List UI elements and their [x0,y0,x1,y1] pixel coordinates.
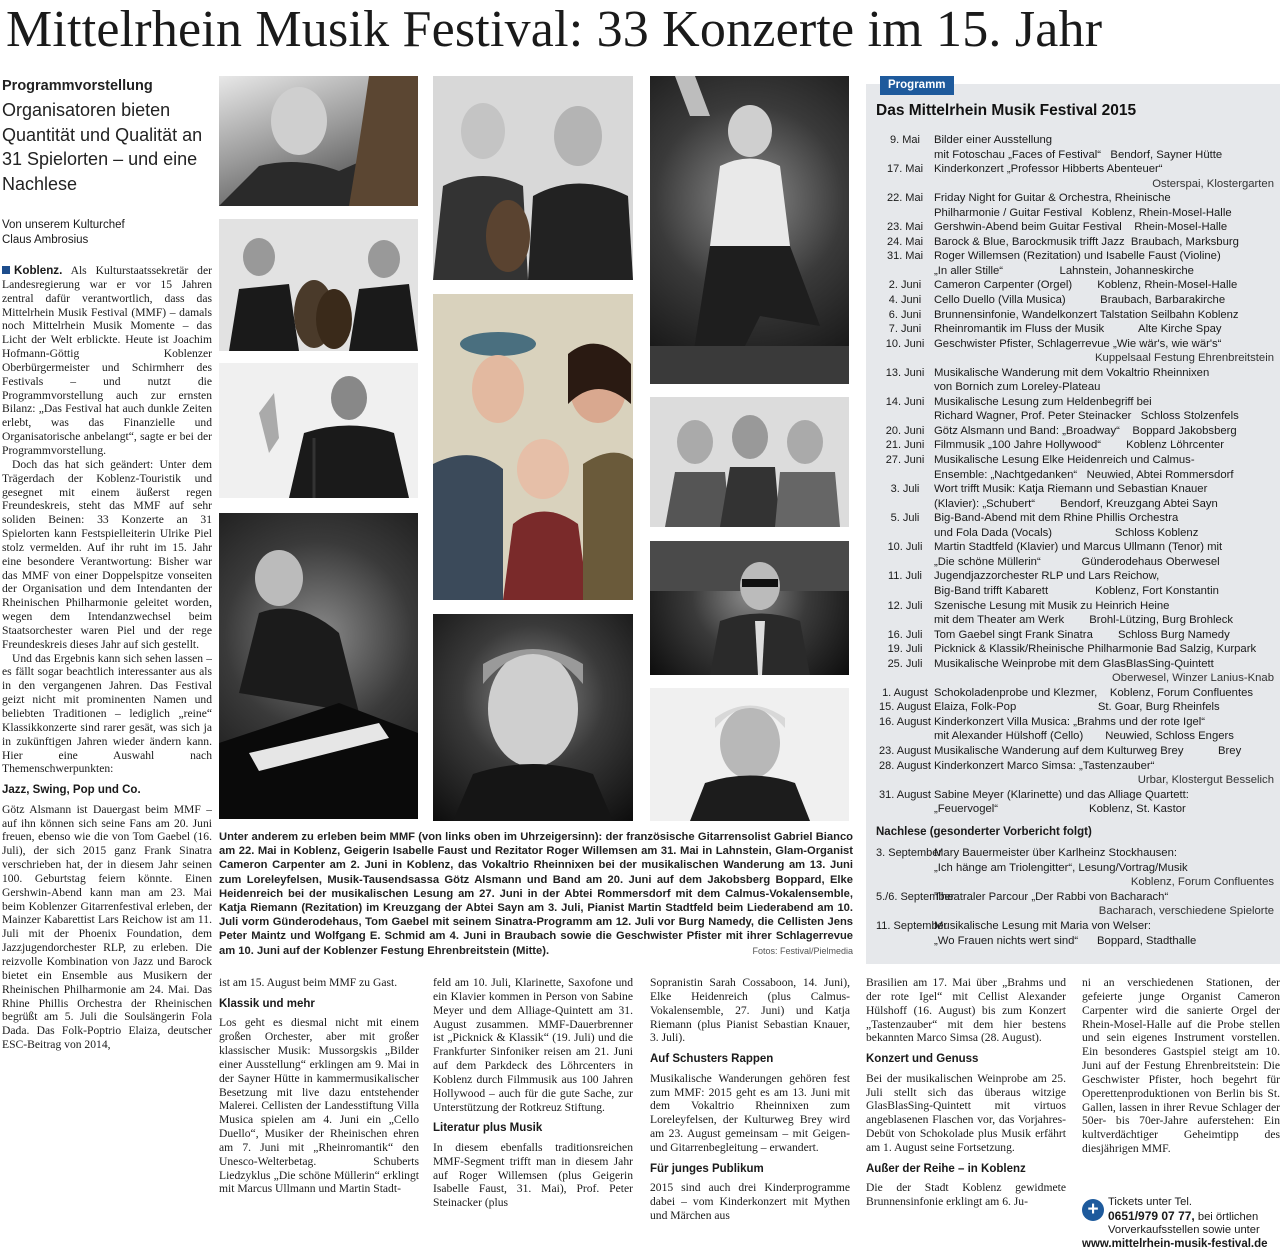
ticket-label: Tickets unter Tel. [1108,1196,1192,1208]
event-date: 3. Juli [890,483,920,496]
program-event [876,235,1274,250]
paragraph: Musikalische Wanderungen gehören fest zum MMF: 2015 geht es am 13. Juni mit dem Vokaltrio Rheinnixen zum Loreleyfelsen, der Kulturweg Brey wird am 23. August gemeinsam – mit Geigen- und Gitarrenbegleitung – erwandert. [650,1071,850,1154]
event-line: Koblenz, Forum Confluentes [1130,876,1274,889]
event-line: Roger Willemsen (Rezitation) und Isabelle Faust (Violine) [934,250,1221,263]
event-date: 21. Juni [885,439,925,452]
event-line: Richard Wagner, Prof. Peter Steinacker Schloss Stolzenfels [934,410,1239,423]
program-event [876,424,1274,439]
article-column-3 [433,976,633,1254]
paragraph: 2015 sind auch drei Kinderprogramme dabei – vom Kinderkonzert mit Mythen und Märchen aus [650,1181,850,1222]
event-line: Mary Bauermeister über Karlheinz Stockhausen: [934,847,1177,860]
program-event [876,133,1274,162]
program-event [876,366,1274,395]
event-line: Kinderkonzert „Professor Hibberts Abenteuer“ [934,163,1163,176]
event-details [934,569,1274,598]
event-details [934,846,1274,890]
event-line: „Feuervogel“ Koblenz, St. Kastor [934,803,1186,816]
event-line: Big-Band trifft Kabarett Koblenz, Fort Konstantin [934,584,1219,597]
event-line: Martin Stadtfeld (Klavier) und Marcus Ullmann (Tenor) mit [934,541,1223,554]
guitarist-photo [219,76,418,206]
program-event [876,191,1274,220]
section-heading: Literatur plus Musik [433,1122,543,1135]
paragraph: Götz Alsmann ist Dauergast beim MMF – auf ihn können sich seine Fans am 20. Juni freuen, ebenso wie die von Tom Gaebel (16. Juli), der sich 2015 ganz Frank Sinatra verschrieben hat, der in diesem Jahr seinen 100. Geburtstag feiern könnte. Einen Gershwin-Abend kann man am 23. Mai beim Koblenzer Gitarrenfestival erleben, der Mainzer Kabarettist Lars Reichow ist am 11. Juli mit der Phoenix Foundation, dem Jazzjugendorchester RLP, zu erleben. Die reizvolle Kombination von Jazz und Barock bietet ein Ensemble aus Musikern der Rheinischen Philharmonie am 24. Mai. Das Rhine Phillis Orchestra der Rheinischen begrüßt am 5. Juli die Soulsängerin Fola Dada. Das Folk-Poptrio Elaiza, deutscher ESC-Beitrag von 2014, [2,802,212,1052]
actress-photo [433,614,633,821]
event-details [934,759,1274,788]
singer-microphone-photo [219,363,418,498]
event-line: mit Fotoschau „Faces of Festival“ Bendorf, Sayner Hütte [934,148,1223,161]
event-date: 16. August [879,715,931,728]
event-details [934,278,1274,293]
event-details [934,628,1274,643]
program-event [876,715,1274,744]
event-details [934,322,1274,337]
event-line: „Wo Frauen nichts wert sind“ Boppard, Stadthalle [934,934,1197,947]
section-heading: Auf Schusters Rappen [650,1053,774,1066]
paragraph: Sopranistin Sarah Cossaboon, 14. Juni), Elke Heidenreich (plus Calmus-Vokalensemble, 27. Juni) und Katja Riemann (plus Pianist Sebastian Knauer, 3. Juli). [650,976,850,1045]
kicker: Programmvorstellung [2,78,153,94]
program-event [876,293,1274,308]
event-details [934,162,1274,191]
event-details [934,337,1274,366]
event-date: 25. Juli [887,657,923,670]
event-details [934,438,1274,453]
event-line: mit dem Theater am Werk Brohl-Lützing, Burg Brohleck [934,614,1234,627]
event-date: 9. Mai [890,134,920,146]
event-line: Sabine Meyer (Klarinette) und das Alliage Quartett: [934,788,1189,801]
program-event [876,788,1274,817]
photo-credit: Fotos: Festival/Pielmedia [752,945,853,956]
event-line: und Fola Dada (Vocals) Schloss Koblenz [934,526,1199,539]
event-details [934,511,1274,540]
event-line: mit Alexander Hülshoff (Cello) Neuwied, Schloss Engers [934,730,1234,743]
program-tag: Programm [880,76,954,95]
paragraph: In diesem ebenfalls traditionsreichen MMF-Segment trifft man in diesem Jahr auf Roger Willemsen (plus Geigerin Isabelle Faust, 31. Mai), Prof. Peter Steinacker (plus [433,1140,633,1210]
program-event [876,890,1274,919]
event-date: 28. August [879,759,931,772]
event-details [934,191,1274,220]
program-event [876,482,1274,511]
event-date: 15. August [879,701,931,714]
event-line: „Die schöne Müllerin“ Günderodehaus Oberwesel [934,555,1220,568]
event-line: Brunnensinfonie, Wandelkonzert Talstation Seilbahn Koblenz [934,308,1239,321]
event-line: Oberwesel, Winzer Lanius-Knab [1112,672,1274,685]
article-column-1 [2,264,212,1254]
event-details [934,700,1274,715]
paragraph: Brasilien am 17. Mai über „Brahms und der rote Igel“ mit Cellist Alexander Hülshoff (16. August) bis zum Konzert „Tastenzauber“ mit dem hier bestens bekannten Marco Simsa (28. August). [866,976,1066,1045]
event-line: Kinderkonzert Villa Musica: „Brahms und der rote Igel“ [934,715,1206,728]
event-line: Musikalische Weinprobe mit dem GlasBlasSing-Quintett [934,657,1214,670]
section-heading: Jazz, Swing, Pop und Co. [2,784,141,797]
section-heading: Konzert und Genuss [866,1053,979,1066]
section-heading: Für junges Publikum [650,1162,764,1175]
event-date: 31. August [879,788,931,801]
program-event [876,453,1274,482]
nachlese-heading: Nachlese (gesonderter Vorbericht folgt) [876,825,1092,838]
program-event [876,395,1274,424]
event-line: Friday Night for Guitar & Orchestra, Rheinische [934,192,1171,205]
program-event [876,642,1274,657]
event-date: 10. Juli [887,541,923,554]
event-date: 24. Mai [886,235,924,248]
program-event [876,700,1274,715]
event-line: Geschwister Pfister, Schlagerrevue „Wie wär's, wie wär's“ [934,337,1222,350]
event-details [934,657,1274,686]
event-date: 5./6. September [876,890,955,903]
event-details [934,540,1274,569]
event-details [934,424,1274,439]
event-date: 16. Juli [887,628,923,641]
paragraph: feld am 10. Juli, Klarinette, Saxofone und ein Klavier kommen in Person von Sabine Meyer und dem Alliage-Quintett am 31. August zusammen. MMF-Dauerbrenner ist „Picknick & Klassik“ (19. Juli) und die Frankfurter Sinfoniker reisen am 21. Juni auf dem Parkdeck des Löhrcenters in Koblenz durch Filmmusik aus 100 Jahren Hollywood – auch für die gute Sache, zur Unterstützung der Rotkreuz Stiftung. [433,976,633,1114]
caption-text: Unter anderem zu erleben beim MMF (von links oben im Uhrzeigersinn): der französische Gitarrensolist Gabriel Bianco am 22. Mai in Koblenz, Geigerin Isabelle Faust und Rezitator Roger Willemsen am 31. Mai in Lahnstein, Glam-Organist Cameron Carpenter am 2. Juni in Koblenz, das Vokaltrio Rheinnixen bei der musikalischen Wanderung am 13. Juni zum Loreleyfelsen, Musik-Tausendsassa Götz Alsmann und Band am 20. Juni auf dem Jakobsberg Boppard, Elke Heidenreich bei der musikalischen Lesung am 27. Juni in der Abtei Rommersdorf mit dem Calmus-Vokalensemble, Katja Riemann (Rezitation) im Kreuzgang der Abtei Sayn am 3. Juli, Pianist Martin Stadtfeld beim Liederabend am 10. Juli vorm Günderodehaus, Tom Gaebel mit seinem Sinatra-Programm am 12. Juli vor Burg Namedy, die Cellisten Jens Peter Maintz und Wolfgang E. Schmid am 4. Juni in Braubach sowie die Geschwister Pfister mit ihrer Schlagerrevue am 10. Juni auf der Koblenzer Festung Ehrenbreitstein (Mitte). [219,831,853,957]
event-line: Cameron Carpenter (Orgel) Koblenz, Rhein-Mosel-Halle [934,279,1238,292]
event-line: Rheinromantik im Fluss der Musik Alte Kirche Spay [934,323,1222,336]
event-date: 4. Juni [888,294,922,307]
event-date: 17. Mai [886,163,924,176]
square-bullet-icon [2,266,10,274]
event-details [934,133,1274,162]
byline-line1: Von unserem Kulturchef [2,219,125,231]
event-date: 23. Mai [886,221,924,234]
event-details [934,686,1274,701]
event-line: Philharmonie / Guitar Festival Koblenz, Rhein-Mosel-Halle [934,206,1232,219]
ticket-info [1082,1196,1280,1251]
event-line: (Klavier): „Schubert“ Bendorf, Kreuzgang Abtei Sayn [934,497,1218,510]
organist-photo [650,76,849,384]
program-title: Das Mittelrhein Musik Festival 2015 [876,102,1137,119]
program-event [876,322,1274,337]
event-line: Elaiza, Folk-Pop St. Goar, Burg Rheinfels [934,701,1220,714]
event-details [934,220,1274,235]
program-event [876,846,1274,890]
byline [2,218,212,247]
event-line: Ensemble: „Nachtgedanken“ Neuwied, Abtei Rommersdorf [934,468,1234,481]
tom-gaebel-photo [650,541,849,675]
event-line: Musikalische Lesung zum Heldenbegriff bei [934,395,1152,408]
program-event [876,919,1274,948]
photo-caption [219,830,853,958]
event-line: Bacharach, verschiedene Spielorte [1098,905,1274,918]
pianist-photo [219,513,418,819]
program-list [876,133,1274,948]
event-date: 20. Juni [885,424,925,437]
event-details [934,715,1274,744]
event-details [934,788,1274,817]
program-event [876,569,1274,598]
event-date: 11. September [876,919,948,932]
event-details [934,453,1274,482]
event-line: Cello Duello (Villa Musica) Braubach, Barbarakirche [934,294,1226,307]
paragraph: Bei der musikalischen Weinprobe am 25. Juli stellt sich das überaus witzige GlasBlasSing-Quintett mit virtuos angeblasenen Flaschen vor, das Vorjahres-Debüt von Schokolade plus Musik erfährt am 1. August seine Fortsetzung. [866,1071,1066,1154]
event-details [934,482,1274,511]
section-heading: Klassik und mehr [219,997,315,1010]
event-date: 5. Juli [890,512,920,525]
event-details [934,890,1274,919]
program-event [876,511,1274,540]
event-line: Szenische Lesung mit Musik zu Heinrich Heine [934,599,1170,612]
plus-icon: + [1082,1199,1104,1221]
ticket-text: bei örtlichen Vorverkaufsstellen sowie unter [1108,1210,1260,1236]
event-line: Osterspai, Klostergarten [1152,177,1274,190]
program-event [876,438,1274,453]
event-line: Kinderkonzert Marco Simsa: „Tastenzauber“ [934,759,1155,772]
program-event [876,759,1274,788]
event-line: Wort trifft Musik: Katja Riemann und Sebastian Knauer [934,483,1208,496]
program-event [876,628,1274,643]
author-photo [650,688,849,821]
event-date: 7. Juni [888,323,922,336]
event-date: 23. August [879,744,931,757]
event-line: Schokoladenprobe und Klezmer, Koblenz, Forum Confluentes [934,686,1254,699]
event-details [934,395,1274,424]
article-column-5 [866,976,1066,1254]
event-line: Urbar, Klostergut Besselich [1137,774,1274,787]
article-column-4 [650,976,850,1254]
event-line: „In aller Stille“ Lahnstein, Johanneskirche [934,264,1194,277]
program-event [876,657,1274,686]
dateline: Koblenz. [14,264,63,277]
event-details [934,249,1274,278]
event-line: Tom Gaebel singt Frank Sinatra Schloss Burg Namedy [934,628,1230,641]
violin-duo-photo [433,76,633,280]
event-line: Bilder einer Ausstellung [934,134,1053,146]
paragraph: Doch das hat sich geändert: Unter dem Trägerdach der Koblenz-Touristik und gesegnet mit einem äußerst regen Freundeskreis, steht das MMF auf sehr soliden Beinen: 33 Konzerte an 31 Spielorten kann Festspielleiterin Ulrike Piel stolz vermelden. Auf ihr ruht im 15. Jahr eine besondere Verantwortung: Bisher war das MMF von einer Doppelspitze vonseiten der Organisation und dem Intendanten der Rheinischen Philharmonie geleitet worden, wegen dem Intendanzwechsel beim Staatsorchester waren Piel und der rege Freundeskreis dieses Jahr auf sich gestellt. [2,457,212,651]
paragraph: Die der Stadt Koblenz gewidmete Brunnensinfonie erklingt am 6. Ju- [866,1181,1066,1209]
vocal-trio-photo [650,397,849,527]
paragraph: Koblenz. Als Kulturstaatssekretär der Landesregierung war er vor 15 Jahren zentral dafür verantwortlich, dass das Mittelrhein Musik Festival (MMF) – damals noch Mittelrhein Musik Momente – das Licht der Welt erblickte. Heute ist Joachim Hofmann-Göttig Koblenzer Oberbürgermeister und Schirmherr des Festivals – und nutzt die Programmvorstellung auch zur ernsten Bilanz: „Das Festival hat auch dunkle Zeiten erlebt, was das Finanzielle und Organisatorische anbelangt“, sagte er bei der Programmvorstellung. [2,264,212,457]
event-line: Musikalische Wanderung auf dem Kulturweg Brey Brey [934,744,1242,757]
event-details [934,366,1274,395]
festival-url[interactable]: www.mittelrhein-musik-festival.de [1082,1237,1268,1250]
program-event [876,162,1274,191]
paragraph: ni an verschiedenen Stationen, der gefeierte junge Organist Cameron Carpenter wird die sanierte Orgel der Rhein-Mosel-Halle auf die Probe stellen und sein eigenes Instrument vorstellen. Ein besonderes Gastspiel steigt am 10. Juni auf der Festung Ehrenbreitstein: Die Geschwister Pfister, hoch begehrt für Operettenproduktionen von Berlin bis St. Gallen, lassen in ihrer Revue Schlager der 50er- bis 70er-Jahre auferstehen: Ein kultverdächtiger Geheimtipp des diesjährigen MMF. [1082,976,1280,1156]
program-event [876,686,1274,701]
program-event [876,744,1274,759]
headline: Mittelrhein Musik Festival: 33 Konzerte im 15. Jahr [6,1,1103,58]
cellists-photo [219,219,418,351]
event-date: 6. Juni [888,308,922,321]
paragraph: Los geht es diesmal nicht mit einem großen Orchester, aber mit großer klassischer Musik: Mussorgskis „Bilder einer Ausstellung“ erklingen am 9. Mai in der Sayner Hütte in kammermusikalischer Besetzung mit live dazu entstehender Malerei. Cellisten der Landesstiftung Villa Musica spielen am 4. Juni ein „Cello Duello“, Musiker der Rheinischen ehren am 7. Juni mit „Rheinromantik“ den Unesco-Welterbetag. Schuberts Liedzyklus „Die schöne Müllerin“ erklingt mit Marcus Ullmann und Martin Stadt- [219,1016,419,1196]
event-details [934,308,1274,323]
event-line: Jugendjazzorchester RLP und Lars Reichow, [934,570,1160,583]
event-date: 22. Mai [886,192,924,205]
subheadline: Organisatoren bieten Quantität und Qualität an 31 Spielorten – und eine Nachlese [2,100,203,194]
event-date: 11. Juli [887,570,923,583]
article-column-2 [219,976,419,1254]
event-details [934,919,1274,948]
event-details [934,293,1274,308]
event-date: 19. Juli [887,643,923,656]
event-line: „Ich hänge am Triolengitter“, Lesung/Vortrag/Musik [934,861,1188,874]
program-box [866,79,1280,964]
event-date: 27. Juni [885,454,925,467]
event-line: Kuppelsaal Festung Ehrenbreitstein [1095,352,1274,365]
event-line: Götz Alsmann und Band: „Broadway“ Boppard Jakobsberg [934,424,1237,437]
program-event [876,278,1274,293]
event-date: 31. Mai [886,250,924,263]
event-date: 13. Juni [885,366,925,379]
event-date: 12. Juli [887,599,923,612]
program-event [876,308,1274,323]
program-event [876,337,1274,366]
paragraph: ist am 15. August beim MMF zu Gast. [219,976,398,989]
program-event [876,599,1274,628]
event-line: von Bornich zum Loreley-Plateau [934,381,1101,394]
program-event [876,540,1274,569]
ticket-phone: 0651/979 07 77, [1108,1208,1195,1223]
event-details [934,235,1274,250]
event-details [934,744,1274,759]
program-event [876,249,1274,278]
event-details [934,599,1274,628]
event-date: 3. September [876,847,943,860]
article-column-6 [1082,976,1280,1192]
event-line: Musikalische Lesung Elke Heidenreich und Calmus- [934,454,1195,467]
program-event [876,220,1274,235]
byline-author: Claus Ambrosius [2,233,89,246]
event-line: Picknick & Klassik/Rheinische Philharmonie Bad Salzig, Kurpark [934,643,1257,656]
event-date: 1. August [882,686,928,699]
event-line: Theatraler Parcour „Der Rabbi von Bacharach“ [934,890,1169,903]
event-line: Filmmusik „100 Jahre Hollywood“ Koblenz Löhrcenter [934,439,1225,452]
trio-photo [433,294,633,600]
event-line: Musikalische Wanderung mit dem Vokaltrio Rheinnixen [934,366,1210,379]
event-line: Musikalische Lesung mit Maria von Welser: [934,919,1152,932]
section-heading: Außer der Reihe – in Koblenz [866,1162,1026,1175]
event-date: 2. Juni [888,279,922,292]
paragraph: Und das Ergebnis kann sich sehen lassen – es fällt sogar beachtlich interessanter aus als in den vergangenen Jahren. Das Festival geizt nicht mit prominenten Namen und beliebten Traditionen – lediglich „reine“ Klassikkonzerte sind rarer gesät, was sich ja in zukünftigen Jahren wieder ändern kann. Hier eine Auswahl nach Themenschwerpunkten: [2,651,212,776]
event-date: 10. Juni [885,337,925,350]
event-line: Barock & Blue, Barockmusik trifft Jazz Braubach, Marksburg [934,235,1239,248]
event-details [934,642,1274,657]
event-line: Gershwin-Abend beim Guitar Festival Rhein-Mosel-Halle [934,221,1228,234]
event-date: 14. Juni [885,395,925,408]
event-line: Big-Band-Abend mit dem Rhine Phillis Orchestra [934,512,1179,525]
